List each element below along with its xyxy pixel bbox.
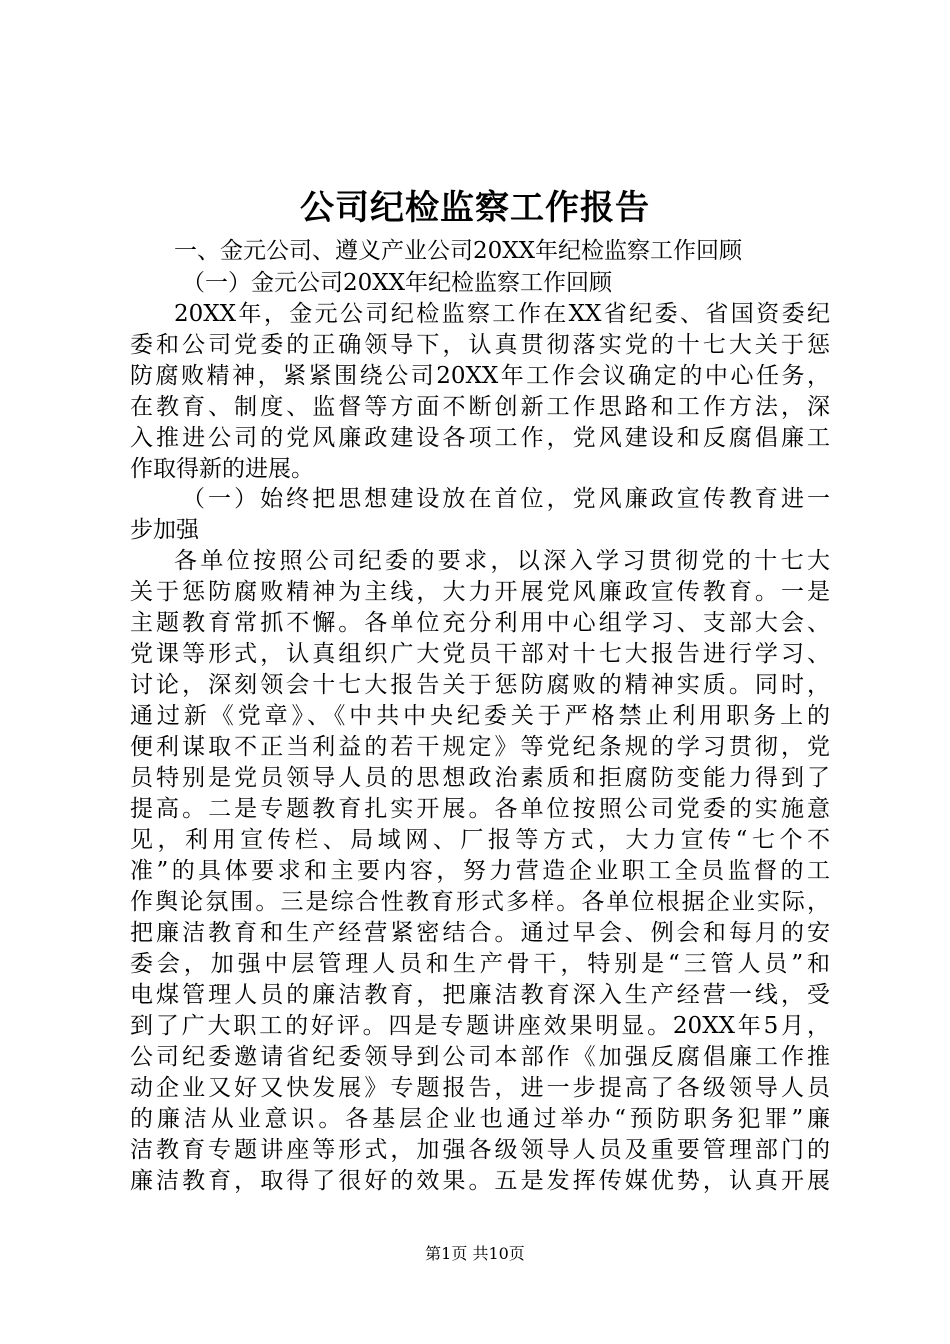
subsection-heading-continued: 步加强 <box>130 517 199 543</box>
paragraph-line: 通过新《党章》、《中共中央纪委关于严格禁止利用职务上的 <box>130 703 830 729</box>
paragraph-line: 委和公司党委的正确领导下，认真贯彻落实党的十七大关于惩 <box>130 332 830 358</box>
paragraph-line: 员特别是党员领导人员的思想政治素质和拒腐防变能力得到了 <box>130 765 830 791</box>
subsection-heading: （一）金元公司20XX年纪检监察工作回顾 <box>182 270 613 296</box>
paragraph-line: 入推进公司的党风廉政建设各项工作，党风建设和反腐倡廉工 <box>130 425 830 451</box>
paragraph-line: 主题教育常抓不懈。各单位充分利用中心组学习、支部大会、 <box>130 610 830 636</box>
section-heading: 一、金元公司、遵义产业公司20XX年纪检监察工作回顾 <box>174 238 743 264</box>
paragraph-line: 委会，加强中层管理人员和生产骨干，特别是“三管人员”和 <box>130 951 830 977</box>
document-title: 公司纪检监察工作报告 <box>300 188 650 228</box>
paragraph-line: 作舆论氛围。三是综合性教育形式多样。各单位根据企业实际， <box>130 889 830 915</box>
paragraph-line: 在教育、制度、监督等方面不断创新工作思路和工作方法，深 <box>130 394 830 420</box>
paragraph-line: 准”的具体要求和主要内容，努力营造企业职工全员监督的工 <box>130 858 830 884</box>
paragraph-line: 防腐败精神，紧紧围绕公司20XX年工作会议确定的中心任务， <box>130 363 830 389</box>
paragraph-line: 廉洁教育，取得了很好的效果。五是发挥传媒优势，认真开展 <box>130 1168 830 1194</box>
paragraph-line: 洁教育专题讲座等形式，加强各级领导人员及重要管理部门的 <box>130 1137 830 1163</box>
paragraph-line: 关于惩防腐败精神为主线，大力开展党风廉政宣传教育。一是 <box>130 579 830 605</box>
paragraph-line: 作取得新的进展。 <box>130 456 314 482</box>
paragraph-line: 20XX年，金元公司纪检监察工作在XX省纪委、省国资委纪 <box>174 301 830 327</box>
subsection-heading: （一）始终把思想建设放在首位，党风廉政宣传教育进一 <box>182 486 830 512</box>
paragraph-line: 电煤管理人员的廉洁教育，把廉洁教育深入生产经营一线，受 <box>130 982 830 1008</box>
paragraph-line: 公司纪委邀请省纪委领导到公司本部作《加强反腐倡廉工作推 <box>130 1044 830 1070</box>
paragraph-line: 把廉洁教育和生产经营紧密结合。通过早会、例会和每月的安 <box>130 920 830 946</box>
paragraph-line: 便利谋取不正当利益的若干规定》等党纪条规的学习贯彻，党 <box>130 734 830 760</box>
paragraph-line: 各单位按照公司纪委的要求，以深入学习贯彻党的十七大 <box>174 548 830 574</box>
paragraph-line: 讨论，深刻领会十七大报告关于惩防腐败的精神实质。同时， <box>130 672 830 698</box>
paragraph-line: 提高。二是专题教育扎实开展。各单位按照公司党委的实施意 <box>130 796 830 822</box>
paragraph-line: 见，利用宣传栏、局域网、厂报等方式，大力宣传“七个不 <box>130 827 830 853</box>
paragraph-line: 的廉洁从业意识。各基层企业也通过举办“预防职务犯罪”廉 <box>130 1106 830 1132</box>
page-number-footer: 第1页 共10页 <box>425 1244 525 1263</box>
paragraph-line: 到了广大职工的好评。四是专题讲座效果明显。20XX年5月， <box>130 1013 830 1039</box>
paragraph-line: 党课等形式，认真组织广大党员干部对十七大报告进行学习、 <box>130 641 830 667</box>
paragraph-line: 动企业又好又快发展》专题报告，进一步提高了各级领导人员 <box>130 1075 830 1101</box>
